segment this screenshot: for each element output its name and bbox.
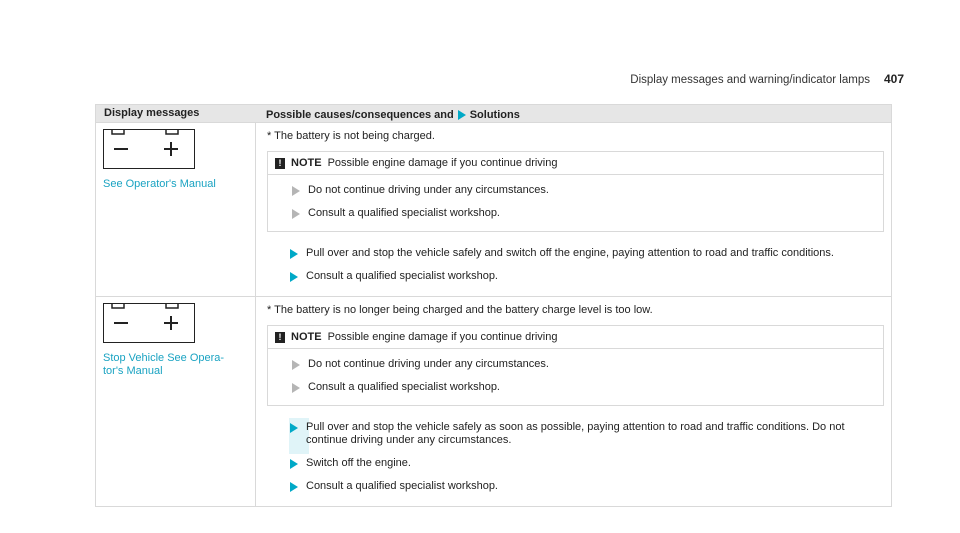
display-message-cell bbox=[96, 297, 256, 506]
col-header-causes-label: Possible causes/consequences and bbox=[266, 108, 454, 121]
note-box bbox=[267, 151, 884, 232]
step-arrow-icon bbox=[292, 209, 300, 219]
list-item bbox=[268, 181, 883, 204]
note-header bbox=[268, 152, 883, 175]
list-item bbox=[267, 477, 884, 500]
note-header bbox=[268, 326, 883, 349]
step-text: Consult a qualified specialist workshop. bbox=[308, 207, 500, 219]
page-header bbox=[630, 72, 904, 86]
causes-solutions-cell bbox=[256, 123, 891, 296]
list-item bbox=[267, 267, 884, 290]
display-messages-table bbox=[95, 104, 892, 507]
solution-arrow-icon bbox=[290, 272, 298, 282]
solution-text: Consult a qualified specialist workshop. bbox=[306, 270, 498, 282]
step-text: Consult a qualified specialist workshop. bbox=[308, 381, 500, 393]
list-item bbox=[268, 204, 883, 227]
solution-arrow-icon bbox=[290, 459, 298, 469]
note-body bbox=[268, 349, 883, 405]
step-text: Do not continue driving under any circumstances. bbox=[308, 184, 549, 196]
causes-solutions-cell bbox=[256, 297, 891, 506]
note-text: Possible engine damage if you continue driving bbox=[327, 157, 558, 169]
note-body bbox=[268, 175, 883, 231]
note-box bbox=[267, 325, 884, 406]
warning-icon: ! bbox=[275, 332, 285, 343]
battery-icon bbox=[103, 303, 195, 343]
table-header bbox=[96, 105, 891, 122]
page-number: 407 bbox=[883, 72, 904, 86]
section-title: Display messages and warning/indicator lamps bbox=[630, 74, 870, 86]
solution-text: Pull over and stop the vehicle safely and switch off the engine, paying attention to road and traffic conditions. bbox=[306, 247, 834, 259]
cause-text: * The battery is not being charged. bbox=[267, 130, 435, 142]
warning-icon: ! bbox=[275, 158, 285, 169]
table-row bbox=[96, 122, 891, 296]
solution-arrow-icon bbox=[290, 249, 298, 259]
note-text: Possible engine damage if you continue driving bbox=[327, 331, 558, 343]
battery-icon bbox=[103, 129, 195, 169]
display-message-cell bbox=[96, 123, 256, 296]
cause-text: * The battery is no longer being charged and the battery charge level is too low. bbox=[267, 304, 653, 316]
step-arrow-icon bbox=[292, 383, 300, 393]
list-item bbox=[268, 378, 883, 401]
solution-text: Pull over and stop the vehicle safely as soon as possible, paying attention to road and traffic conditions. Do not continue driving under any circumstances. bbox=[306, 421, 845, 446]
step-text: Do not continue driving under any circumstances. bbox=[308, 358, 549, 370]
step-arrow-icon bbox=[292, 360, 300, 370]
table-row bbox=[96, 296, 891, 506]
note-label: NOTE bbox=[291, 157, 322, 169]
solution-arrow-icon bbox=[290, 423, 298, 433]
step-arrow-icon bbox=[292, 186, 300, 196]
solution-text: Consult a qualified specialist workshop. bbox=[306, 480, 498, 492]
list-item bbox=[267, 244, 884, 267]
note-label: NOTE bbox=[291, 331, 322, 343]
list-item bbox=[268, 355, 883, 378]
col-header-display-messages: Display messages bbox=[104, 107, 200, 119]
solution-arrow-icon bbox=[290, 482, 298, 492]
col-header-causes-solutions bbox=[256, 105, 891, 122]
list-item bbox=[267, 418, 884, 454]
col-header-solutions-label: Solutions bbox=[469, 108, 520, 121]
display-message-text[interactable]: Stop Vehicle See Opera- tor's Manual bbox=[103, 352, 225, 377]
solution-text: Switch off the engine. bbox=[306, 457, 411, 469]
list-item bbox=[267, 454, 884, 477]
arrow-right-icon bbox=[458, 110, 466, 120]
display-message-text[interactable]: See Operator's Manual bbox=[103, 178, 216, 190]
